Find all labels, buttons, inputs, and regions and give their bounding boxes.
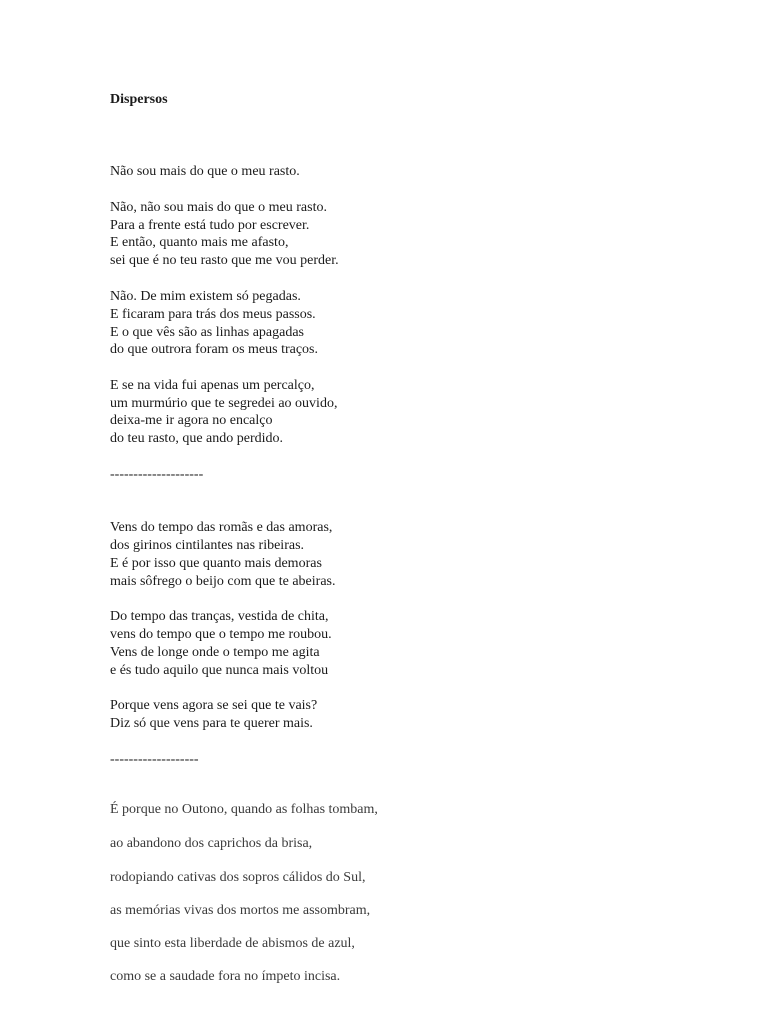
poem3-line: as memórias vivas dos mortos me assombram,: [110, 903, 371, 918]
poem2-stanza1-line: Vens do tempo das romãs e das amoras,: [110, 520, 333, 535]
poem1-stanza2-line: E o que vês são as linhas apagadas: [110, 325, 304, 340]
poem1-stanza3-line: do teu rasto, que ando perdido.: [110, 431, 284, 446]
document-title: Dispersos: [110, 92, 168, 107]
poem2-stanza1-line: mais sôfrego o beijo com que te abeiras.: [110, 574, 336, 589]
separator-line: -------------------: [110, 752, 199, 767]
poem1-stanza1-line: E então, quanto mais me afasto,: [110, 235, 289, 250]
poem3-line: É porque no Outono, quando as folhas tombam,: [110, 802, 378, 817]
poem3-line: como se a saudade fora no ímpeto incisa.: [110, 969, 341, 984]
poem1-stanza3-line: um murmúrio que te segredei ao ouvido,: [110, 396, 338, 411]
poem1-stanza2-line: E ficaram para trás dos meus passos.: [110, 307, 316, 322]
poem2-stanza3-line: Diz só que vens para te querer mais.: [110, 716, 313, 731]
poem2-stanza2-line: e és tudo aquilo que nunca mais voltou: [110, 663, 329, 678]
separator-line: --------------------: [110, 467, 204, 482]
poem1-stanza1-line: sei que é no teu rasto que me vou perder.: [110, 253, 339, 268]
poem2-stanza2-line: vens do tempo que o tempo me roubou.: [110, 627, 332, 642]
poem1-stanza3-line: E se na vida fui apenas um percalço,: [110, 378, 315, 393]
poem3-line: ao abandono dos caprichos da brisa,: [110, 836, 313, 851]
poem2-stanza2-line: Vens de longe onde o tempo me agita: [110, 645, 320, 660]
poem2-stanza1-line: E é por isso que quanto mais demoras: [110, 556, 322, 571]
poem3-line: que sinto esta liberdade de abismos de azul,: [110, 936, 355, 951]
poem1-stanza1-line: Não, não sou mais do que o meu rasto.: [110, 200, 327, 215]
poem1-stanza2-line: do que outrora foram os meus traços.: [110, 342, 318, 357]
poem2-stanza3-line: Porque vens agora se sei que te vais?: [110, 698, 318, 713]
poem1-stanza1-line: Para a frente está tudo por escrever.: [110, 218, 310, 233]
poem1-opening-line: Não sou mais do que o meu rasto.: [110, 164, 300, 179]
poem1-stanza3-line: deixa-me ir agora no encalço: [110, 413, 273, 428]
poem1-stanza2-line: Não. De mim existem só pegadas.: [110, 289, 301, 304]
poem2-stanza2-line: Do tempo das tranças, vestida de chita,: [110, 609, 329, 624]
poem2-stanza1-line: dos girinos cintilantes nas ribeiras.: [110, 538, 305, 553]
poem3-line: rodopiando cativas dos sopros cálidos do Sul,: [110, 870, 366, 885]
